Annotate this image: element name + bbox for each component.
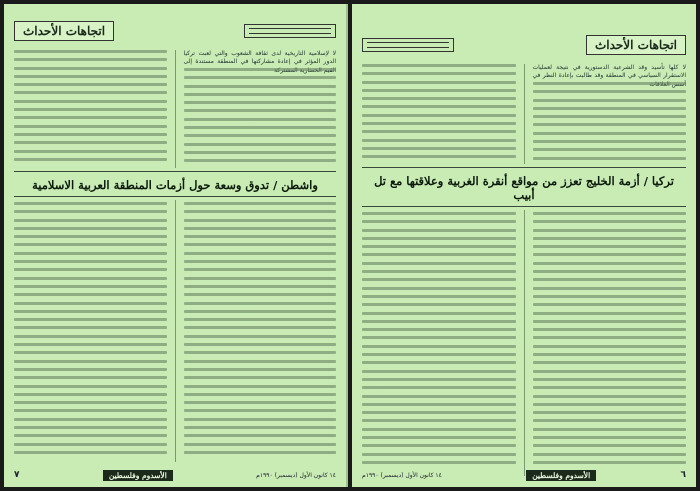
text-lines xyxy=(362,212,516,476)
divider-rule xyxy=(14,196,336,197)
intro-column-left xyxy=(362,64,516,164)
article-column-left xyxy=(362,210,516,476)
magazine-brand: الأسدوم وفلسطين xyxy=(103,470,173,481)
column-divider xyxy=(175,50,176,168)
footer-date: ١٤ كانون الأول (ديسمبر) ١٩٩٠م xyxy=(256,471,336,479)
page-left xyxy=(4,4,348,487)
divider-rule xyxy=(362,206,686,207)
section-label: اتجاهات الأحداث xyxy=(14,21,114,41)
magazine-brand: الأسدوم وفلسطين xyxy=(526,470,596,481)
article-columns xyxy=(362,210,686,476)
page-footer xyxy=(14,467,336,483)
text-lines xyxy=(184,202,337,462)
article-headline: تركيا / أزمة الخليج تعزز من مواقع أنقرة الغربية وعلاقتها مع تل أبيب xyxy=(374,174,674,202)
page-number: ٦ xyxy=(680,470,686,480)
intro-column-right xyxy=(184,50,337,168)
article-column-right xyxy=(184,200,337,462)
intro-text: لا كلها تأسيد وقد الشرعية الدستورية في نتيجة لعمليات الاستقرار السياسي في المنطقة وقد طالبت بإعادة النظر في xyxy=(532,64,686,80)
text-lines xyxy=(14,50,167,168)
intro-columns xyxy=(362,64,686,164)
intro-text: لا لإسلامية التاريخية لدى ثقافة الشعوب والتي لعبت تركيا الدور المؤثر في إعادة مشاركتها في المنطقة مستندة إلى xyxy=(183,50,336,66)
article-headline: واشطن / تدوق وسعة حول أزمات المنطقة العربية الاسلامية xyxy=(32,178,318,192)
divider-rule xyxy=(362,167,686,168)
section-label: اتجاهات الأحداث xyxy=(586,35,686,55)
text-lines xyxy=(533,82,687,164)
text-lines xyxy=(533,212,687,476)
page-right xyxy=(352,4,696,487)
header-rule xyxy=(244,24,336,38)
header-rule xyxy=(362,38,454,52)
header-right xyxy=(362,32,686,58)
header-left xyxy=(14,18,336,44)
intro-columns xyxy=(14,50,336,168)
intro-column-right xyxy=(533,64,687,164)
text-lines xyxy=(184,68,337,168)
magazine-spread xyxy=(4,4,696,487)
footer-date: ١٤ كانون الأول (ديسمبر) ١٩٩٠م xyxy=(362,471,442,479)
column-divider xyxy=(175,200,176,462)
column-divider xyxy=(524,64,525,164)
page-footer xyxy=(362,467,686,483)
column-divider xyxy=(524,210,525,476)
article-columns xyxy=(14,200,336,462)
intro-column-left xyxy=(14,50,167,168)
article-column-right xyxy=(533,210,687,476)
divider-rule xyxy=(14,171,336,172)
text-lines xyxy=(362,64,516,164)
article-column-left xyxy=(14,200,167,462)
text-lines xyxy=(14,202,167,462)
page-number: ٧ xyxy=(14,470,20,480)
